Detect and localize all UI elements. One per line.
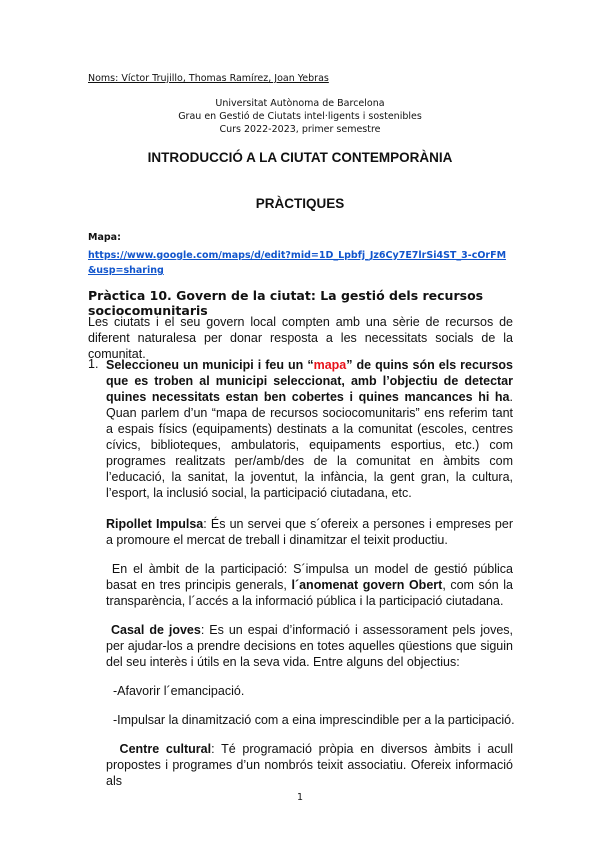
ripollet-text: : És un servei que s´ofereix a persones i empreses per a promoure el mercat de treball i dinamitzar el teixit productiu. [106, 517, 513, 547]
practice-title: Pràctica 10. Govern de la ciutat: La gestió dels recursos sociocomunitaris [88, 288, 484, 318]
centre-bold: Centre cultural [119, 742, 212, 756]
map-label: Mapa: [88, 232, 121, 243]
item1-bold-red: mapa [313, 358, 347, 372]
paragraph-casal [106, 622, 513, 670]
course-info: Curs 2022-2023, primer semestre [219, 124, 381, 135]
ripollet-bold: Ripollet Impulsa [106, 517, 204, 531]
authors-line: Noms: Víctor Trujillo, Thomas Ramírez, Joan Yebras [88, 73, 329, 84]
bullet-2: -Impulsar la dinamització com a eina imprescindible per a la participació. [113, 713, 515, 727]
intro-paragraph: Les ciutats i el seu govern local compten amb una sèrie de recursos de diferent naturalesa per donar resposta a les necessitats socials de la comunitat. [88, 315, 513, 361]
item1-bold-b: ” de quins són els recursos que es troben al municipi seleccionat, amb l’objectiu de detectar quines necessitats estan ben cobertes i quines mancances hi ha [106, 358, 513, 404]
document-subtitle: PRÀCTIQUES [255, 196, 345, 211]
item1-bold-a: Seleccioneu un municipi i feu un “ [106, 358, 314, 372]
centre-text: : Té programació pròpia en diversos àmbits i acull propostes i programes d’un nombrós teixit associatiu. Ofereix informació als [106, 742, 514, 788]
paragraph-participacio [106, 561, 513, 609]
bullet-1: -Afavorir l´emancipació. [113, 684, 245, 698]
participacio-a: En el àmbit de la participació: S´impulsa un model de gestió pública basat en tres principis generals, [106, 562, 513, 592]
item1-rest: . Quan parlem d’un “mapa de recursos sociocomunitaris” ens referim tant a espais físics (equipaments) destinats a la comunitat (escoles, centres cívics, biblioteques, ambulatoris, equipaments esportius, etc.) com programes realitzats per/amb/des de la comunitat en àmbits com l’educació, la sanitat, la joventut, la infància, la gent gran, la cultura, l’esport, la inclusió social, la participació ciutadana, etc. [106, 390, 513, 500]
casal-bold: Casal de joves [110, 623, 201, 637]
participacio-b: , com són la transparència, l´accés a la informació pública i la participació ciutadana. [106, 578, 514, 608]
institution-block [0, 97, 600, 136]
paragraph-ripollet [106, 516, 513, 548]
document-title: INTRODUCCIÓ A LA CIUTAT CONTEMPORÀNIA [147, 150, 453, 165]
map-link[interactable]: https://www.google.com/maps/d/edit?mid=1D_Lpbfj_Jz6Cy7E7lrSi4ST_3-cOrFM&usp=sharing [88, 250, 507, 276]
participacio-bold: l´anomenat govern Obert [291, 578, 443, 592]
paragraph-centre [106, 741, 513, 789]
list-item-1 [106, 357, 513, 501]
university-name: Universitat Autònoma de Barcelona [215, 98, 385, 109]
list-item-number: 1. [88, 357, 99, 371]
page-number: 1 [296, 792, 304, 803]
degree-name: Grau en Gestió de Ciutats intel·ligents i sostenibles [178, 111, 422, 122]
casal-text: : Es un espai d’informació i assessorament pels joves, per ajudar-los a prendre decisions en totes aquelles qüestions que siguin del seu interès i útils en la seva vida. Entre alguns del objectius: [106, 623, 513, 669]
